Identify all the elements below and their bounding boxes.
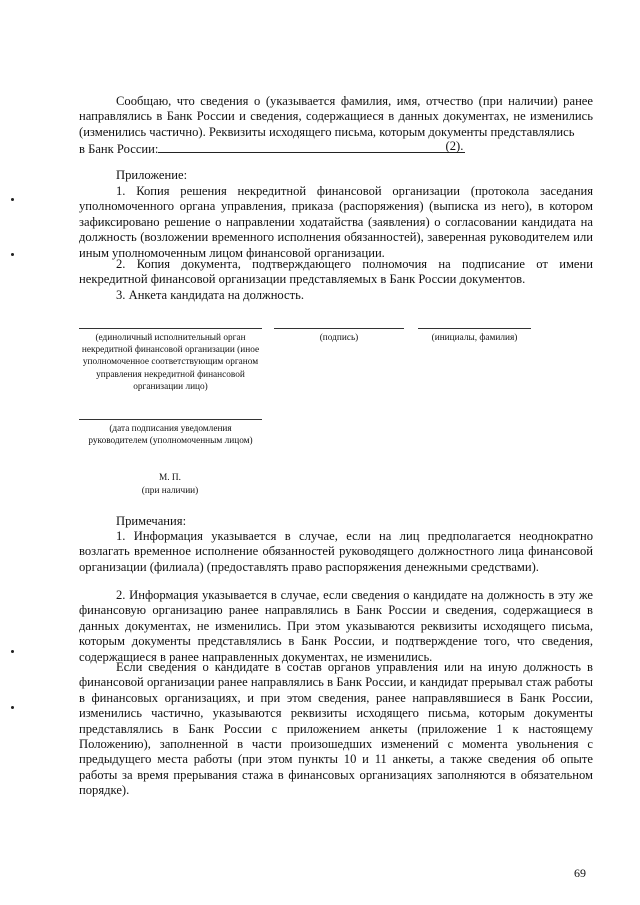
- appendix-heading: Приложение:: [116, 168, 188, 182]
- footnote-ref-2: (2).: [445, 138, 464, 153]
- appendix-item-3: 3. Анкета кандидата на должность.: [116, 288, 305, 302]
- letter-details-blank: [158, 138, 465, 153]
- note-2: 2. Информация указывается в случае, если сведения о кандидате на должность в эту же финансовую организацию ранее направлялись в Банк России и сведения, содержащиеся в данных документах, не изменились. При этом указываются реквизиты исходящего письма, которым документы представлялись в Банк России, и подтверждение того, что сведения, содержащиеся в ранее направленных документах, не изменились.: [79, 588, 593, 664]
- binding-mark: [11, 650, 14, 653]
- organ-signature-line: [79, 328, 262, 329]
- stamp-label: М. П.: [159, 473, 181, 483]
- intro-paragraph: Сообщаю, что сведения о (указывается фамилия, имя, отчество (при наличии) ранее направлялись в Банк России и сведения, содержащиеся в данных документах, не изменились (изменились частично). Реквизиты исходящего письма, которым документы представлялись: [79, 94, 593, 139]
- note-1: 1. Информация указывается в случае, если на лиц предполагается неоднократно возлагать временное исполнение обязанностей руководящего должностного лица финансовой организации (филиала) (предоставлять право распоряжения денежными средствами).: [79, 529, 593, 574]
- letter-details-label: в Банк России:: [79, 142, 159, 156]
- date-line: [79, 419, 262, 420]
- stamp-note: (при наличии): [141, 486, 199, 496]
- signature-line: [274, 328, 404, 329]
- name-line: [418, 328, 531, 329]
- binding-mark: [11, 253, 14, 256]
- letter-details-line: [79, 138, 593, 157]
- appendix-item-2: 2. Копия документа, подтверждающего полномочия на подписание от имени некредитной финансовой организации представляемых в Банк России документов.: [79, 257, 593, 287]
- date-caption: (дата подписания уведомления руководителем (уполномоченным лицом): [88, 424, 253, 447]
- signature-caption: (подпись): [319, 333, 359, 343]
- binding-mark: [11, 198, 14, 201]
- binding-mark: [11, 706, 14, 709]
- organ-caption: (единоличный исполнительный орган некредитной финансовой организации (иное уполномоченное соответствующим органом управления некредитной финансовой организации лицо): [81, 333, 260, 392]
- note-3: Если сведения о кандидате в состав органов управления или на иную должность в финансовой организации ранее направлялись в Банк России, и кандидат прерывал стаж работы в финансовых организациях, и при этом сведения, ранее направлявшиеся в Банк России, изменились частично, указываются реквизиты исходящего письма, которым документы представлялись в Банк России с приложением анкеты (приложение 1 к настоящему Положению), заполненной в части произошедших изменений с момента увольнения с предыдущего места работы (при этом пункты 10 и 11 анкеты, а также сведения об опыте работы за время прерывания стажа в финансовых организациях заполняются в обязательном порядке).: [79, 660, 593, 798]
- notes-heading: Примечания:: [116, 514, 187, 528]
- appendix-item-1: 1. Копия решения некредитной финансовой организации (протокола заседания уполномоченного органа управления, приказа (распоряжения) (выписка из него), в котором зафиксировано решение о направлении ходатайства (заявления) о согласовании кандидата на должность (возложении временного исполнения обязанностей), заверенная руководителем или иным уполномоченным лицом финансовой организации.: [79, 184, 593, 260]
- page-number: 69: [574, 866, 586, 880]
- name-caption: (инициалы, фамилия): [431, 333, 518, 343]
